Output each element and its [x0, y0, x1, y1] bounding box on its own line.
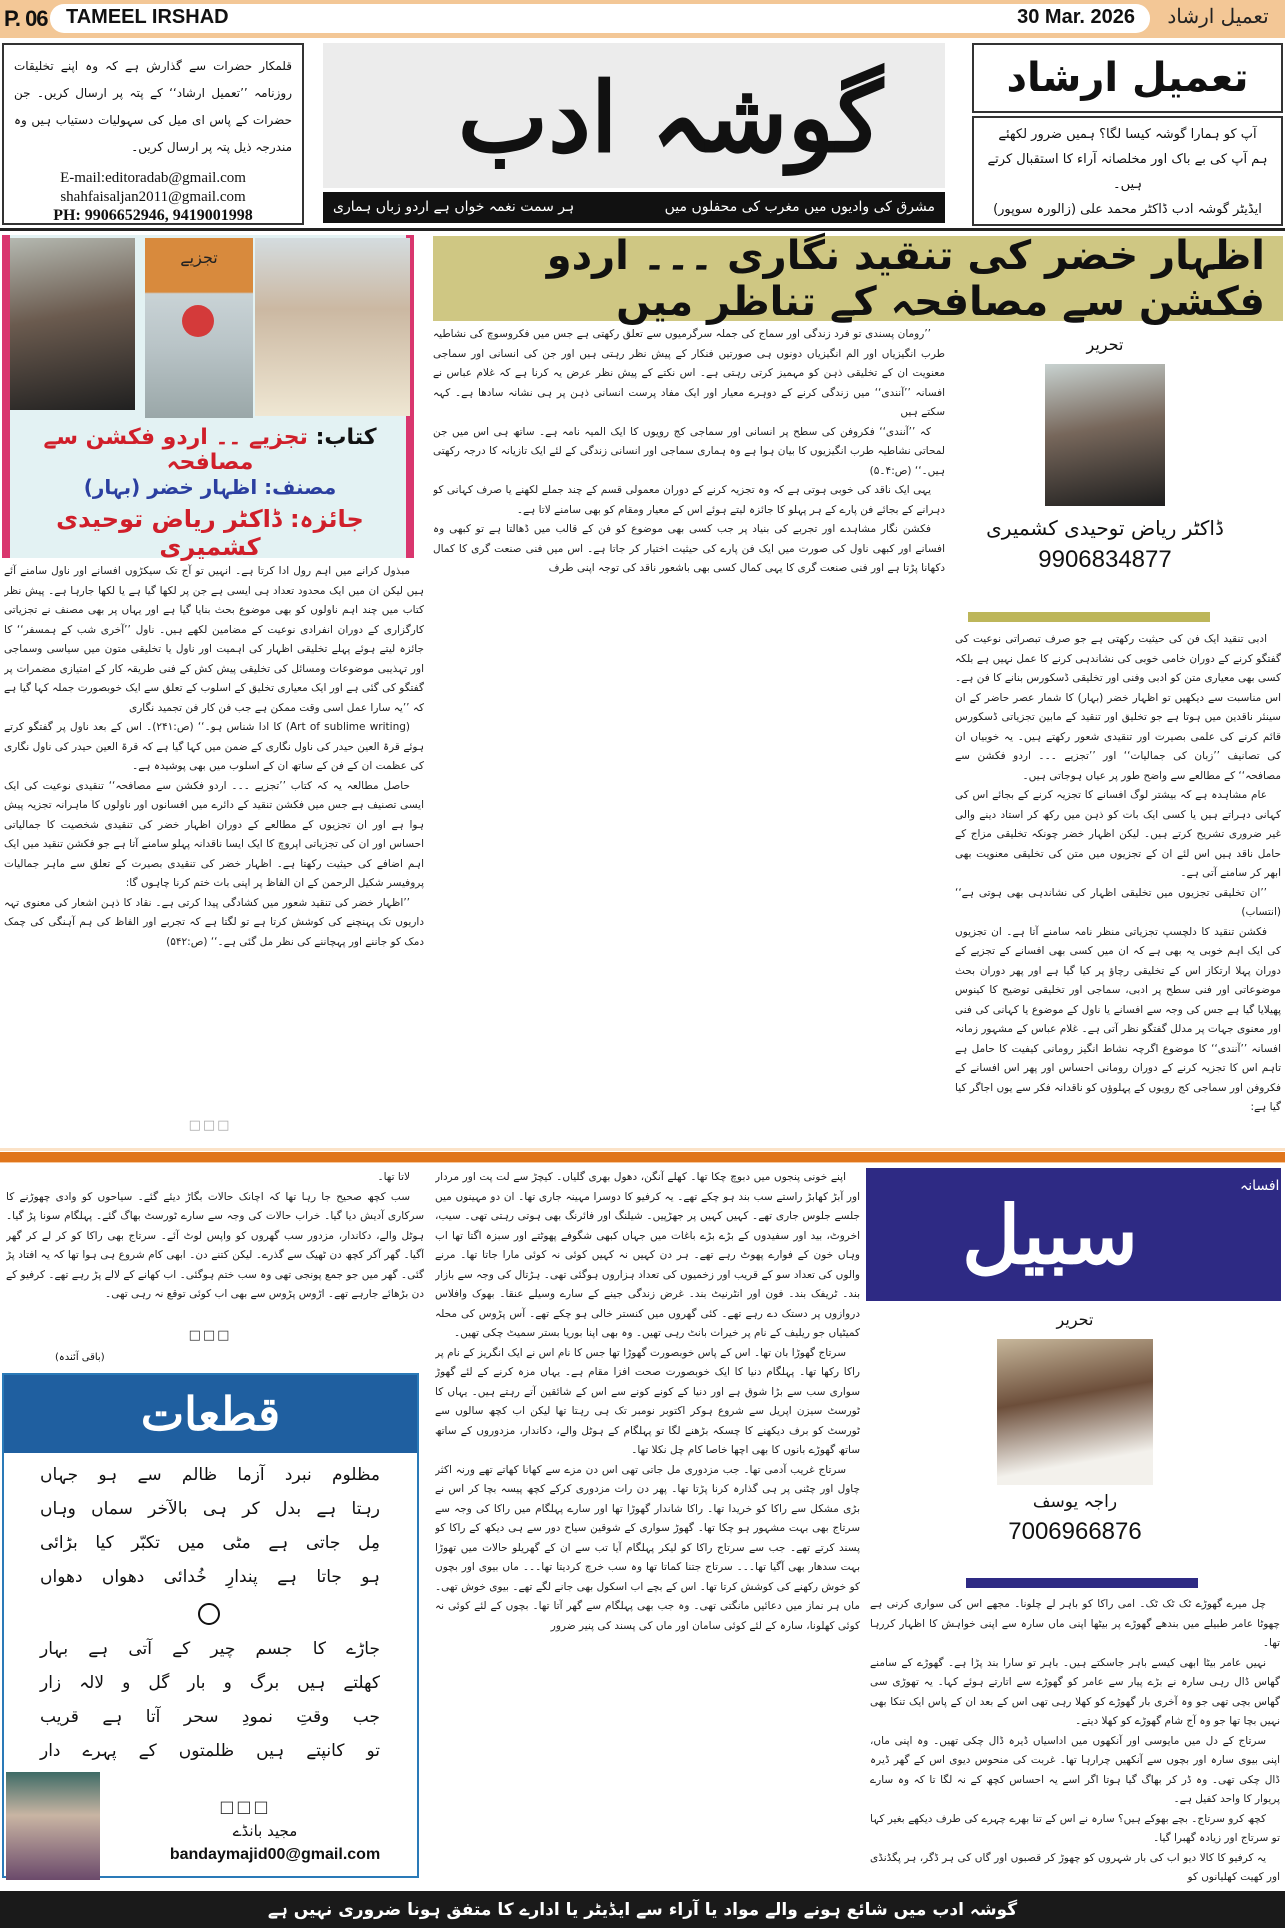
submission-box — [2, 43, 304, 225]
article-2-column-middle — [435, 1168, 860, 1886]
byline-label: تحریر — [1056, 1310, 1094, 1329]
article-1-column-right — [955, 630, 1281, 1145]
continued-note: (باقی آئندہ) — [55, 1352, 105, 1363]
afsana-section-label: افسانہ — [1240, 1178, 1280, 1194]
verse-line: کھلتے ہیں برگ و بار گل و لالہ زار — [40, 1673, 380, 1693]
paragraph: فکشن نگار مشاہدے اور تجربے کی بنیاد پر جب کسی بھی موضوع کو فن کے قالب میں ڈھالتا ہے تو کبھی وہ افسانے اور کبھی ناول کی صورت میں ایک فن پارے کی حیثیت اختیار کر جاتا ہے۔ اس میں فنی صنعت گری کا کمال دکھانا پڑتا ہے اور فنی صنعت گری کا یہی کمال کسی بھی باشعور ناقد کی توجہ اپنی طرف — [433, 523, 945, 574]
verse-line: ہو جاتا ہے پندارِ خُدائی دھواں دھواں — [40, 1567, 380, 1587]
paragraph: کچھ کرو سرتاج۔ بچے بھوکے ہیں؟ سارہ نے اس کے تنا بھرے چہرے کی طرف دیکھے بغیر کہا تو سرتاج اور زیادہ گھبرا گیا۔ — [870, 1812, 1280, 1844]
feedback-box — [972, 116, 1283, 226]
paragraph: لاتا تھا۔ — [377, 1171, 410, 1183]
verse-line: مِل جاتی ہے مٹی میں تکبّر کیا بڑائی — [40, 1533, 380, 1553]
paragraph: ’’اظہار خضر کی تنقید شعور میں کشادگی پیدا کرتی ہے۔ نقاد کا ذہن اشعار کی معنوی تہہ داریوں تک پہنچنے کی کوشش کرتا ہے تو لگتا ہے کہ تجربے اور الفاظ کی ہم آہنگی کی چمک دمک کو جاننے اور پہچاننے کی نظر مل گئی ہے۔‘‘ (ص:۵۴۲) — [4, 896, 424, 948]
qitaat-verse-1 — [40, 1458, 380, 1594]
paragraph: یہ کرفیو کا کالا دیو اب کی بار شہروں کو چھوڑ کر قصبوں اور گاں کی ہر ڈگر، ہر پگڈنڈی اور کھیت کھلیانوں کو — [870, 1851, 1280, 1883]
qitaat-end-mark: □□□ — [219, 1797, 271, 1816]
editor-line: ایڈیٹر گوشہ ادب ڈاکٹر محمد علی (زالورہ سوپور) — [993, 202, 1262, 217]
article-1-byline — [970, 335, 1240, 615]
urdu-logo: تعمیل ارشاد — [1167, 4, 1269, 28]
book-title: تجزیے ۔۔ اردو فکشن سے مصافحہ — [43, 425, 308, 475]
motto-left: ہر سمت نغمہ خواں ہے اردو زباں ہماری — [333, 199, 575, 215]
poet-photo — [6, 1772, 100, 1880]
verse-line: رہتا ہے بدل کر ہی بالآخر سماں وہاں — [40, 1499, 380, 1519]
byline-author-phone: 7006966876 — [1008, 1518, 1142, 1545]
paragraph: ’’رومان پسندی تو فرد زندگی اور سماج کی جملہ سرگرمیوں سے تعلق رکھتی ہے جس میں فکروسوچ کی نشاطیہ طرب انگیزیاں اور الم انگیزیاں دونوں ہی صورتیں فنکار کے پیش نظر رہتی ہیں اور جن کی انسانی اور سماجی معنویت ان کے تخلیقی ذہن کو مہمیز کرتی رہتی ہے۔ اس نکتے کے پیش نظر عرض یہ کرنا ہے کہ غلام عباس نے افسانہ ’’آنندی‘‘ میں زندگی کرنے کے دوہرے معیار اور ایک مفاد پرست انسانی ذہن پر ہی نشانہ سادھا ہے۔ کہہ سکتے ہیں — [433, 328, 945, 418]
feedback-line-2: ہم آپ کی بے باک اور مخلصانہ آراء کا استقبال کرتے ہیں۔ — [987, 152, 1268, 192]
article-1-column-left — [4, 562, 424, 1102]
submission-phone: PH: 9906652946, 9419001998 — [53, 207, 253, 224]
section-divider — [0, 1152, 1285, 1163]
byline-author-name: راجہ یوسف — [1032, 1492, 1118, 1512]
byline-author-photo — [997, 1339, 1153, 1485]
paragraph: ’’ان تخلیقی تجزیوں میں تخلیقی اظہار کی نشاندہی بھی ہوتی ہے‘‘ (انتساب) — [955, 886, 1281, 918]
header-rule — [0, 228, 1285, 231]
feature-caption — [20, 425, 400, 561]
paragraph: سرتاج کے دل میں مایوسی اور آنکھوں میں اداسیاں ڈیرہ ڈال چکی تھیں۔ وہ اپنی ماں، اپنی بیوی سارہ اور بچوں سے آنکھیں چرارہا تھا۔ غربت کی منحوس دیوی اس کے گھر ڈیرہ ڈال چکی تھی۔ وہ ڈر کر بھاگ گیا ہوتا اگر اسے یہ احساس کچھ کے نہ لگا تا کہ وہ سارے پریوار کا واحد کفیل ہے۔ — [870, 1734, 1280, 1805]
footer-disclaimer: گوشہ ادب میں شائع ہونے والے مواد یا آراء سے ایڈیٹر یا ادارے کا متفق ہونا ضروری نہیں ہے — [0, 1891, 1285, 1928]
motto-right: مشرق کی وادیوں میں مغرب کی محفلوں میں — [664, 199, 935, 215]
paragraph: یہی ایک ناقد کی خوبی ہوتی ہے کہ وہ تجزیہ کرنے کے دوران معمولی قسم کے چند جملے لکھنے یا صرف کہانی کو دہرانے کے بجائے فن پارے کے ہر پہلو کا جائزہ لیتے ہوئے اس کے معیار ومقام کو بھی سامنے لاتا ہے۔ — [433, 484, 945, 516]
author-photo — [255, 238, 410, 416]
byline-divider — [968, 612, 1210, 622]
byline-divider — [966, 1578, 1198, 1588]
article-2-end-mark: □□□ — [188, 1328, 232, 1343]
verse-line: جاڑے کا جسم چیر کے آتی ہے بہار — [40, 1639, 380, 1659]
qitaat-verse-2 — [40, 1632, 380, 1768]
paragraph: سب کچھ صحیح جا رہا تھا کہ اچانک حالات بگاڑ دیئے گئے۔ سیاحوں کو وادی چھوڑنے کا سرکاری آدیش دیا گیا۔ خراب حالات کی وجہ سے سارے ٹورسٹ بھاگ گئے۔ پہلگام سونا پڑ گیا۔ ہوٹل والے، دکاندار، مزدور سب گھروں کو واپس لوٹ آئے۔ سرتاج بھی راکا کو کر لے کر گھر آگیا۔ گھر آکر کچھ دن ٹھیک سے گذرے۔ لیکن کتنے دن۔ ابھی کام شروع ہی ہوا تھا کہ یہ افتاد پڑ گئی۔ گھر میں جو جمع پونجی تھی وہ سب ختم ہوگئی۔ اب کھانے کے لالے پڑ رہے تھے۔ کرفیو کے دن بڑھائے جارہے تھے۔ اڑوس پڑوس سے بھی اب کوئی توقع نہ رہی تھی۔ — [6, 1190, 424, 1300]
paragraph: نہیں عامر بیٹا ابھی کیسے باہر جاسکتے ہیں۔ باہر تو سارا بند پڑا ہے۔ گھوڑے کے سامنے گھاس ڈال رہی سارہ نے بڑے پیار سے عامر کو گھوڑے سے اتارتے ہوئے کہا۔ یہ تھوڑی سی گھاس بچی تھی جو وہ آخری بار گھوڑے کو کھلا رہی تھی اس کے بعد ان کے پاس ایک تنکا بھی نہیں بچا تھا جو وہ آج شام گھوڑے کو کھلا دیتے۔ — [870, 1656, 1280, 1727]
paragraph: سرتاج گھوڑا بان تھا۔ اس کے پاس خوبصورت گھوڑا تھا جس کا نام اس نے ایک انگریز کے نام پر راکا رکھا تھا۔ پہلگام دنیا کا ایک خوبصورت صحت افزا مقام ہے۔ یہاں مزہ کرنے کے لئے گھوڑ سواری سب سے بڑا شوق ہے اور دنیا کے کونے کونے سے اس کے شائقین آتے رہتے ہیں۔ یہاں کا ٹورسٹ سیزن اپریل سے شروع ہوکر اکتوبر نومبر تک ہی رہتا تھا لیکن اب کچھ سالوں سے ٹورسٹ کو برف دیکھنے کا چسکہ بڑھنے لگا تو پہلگام کے ہوٹل والے، دکاندار، مزدوروں کے ساتھ ساتھ گھوڑے بانوں کا بھی اچھا خاصا کام چل نکلا تھا۔ — [435, 1346, 860, 1456]
paragraph: عام مشاہدہ ہے کہ بیشتر لوگ افسانے کا تجزیہ کرنے کے بجائے اس کی کہانی دہراتے ہیں یا کسی ایک بات کو ذہن میں رکھ کر استاد دینے والی غیر ضروری تشریح کرتے ہیں۔ لیکن اظہار خضر چونکہ تخلیقی مزاج کے حامل ناقد ہیں اس لئے ان کے تجزیوں میں متن کی تخلیقی معنویت بھی ابھر کر سامنے آتی ہے۔ — [955, 789, 1281, 879]
submission-email-2: shahfaisaljan2011@gmail.com — [60, 189, 246, 205]
article-2-column-left — [6, 1168, 424, 1328]
paragraph: سرتاج غریب آدمی تھا۔ جب مزدوری مل جاتی تھی اس دن مزے سے کھانا کھاتے تھے ورنہ اکثر چاول اور چٹنی پر ہی گذارہ کرنا پڑتا تھا۔ پھر دن رات مزدوری کرکے کچھ پیسہ بچا کر اس نے بڑی مشکل سے راکا کو خریدا تھا۔ راکا شاندار گھوڑا تھا اور سارے پہلگام میں راکا کی وجہ سے سرتاج بھی بہت مشہور ہو چکا تھا۔ گھوڑ سواری کے شوقین سیاح دور سے ہی دیکھ کے راکا کو پسند کرتے تھے۔ جب سے سرتاج راکا کو لیکر پہلگام آیا تب سے ان کے گھریلو حالات میں تھوڑا بہت سدھار بھی آگیا تھا۔۔۔ سرتاج جتنا کماتا تھا وہ سب خرچ کردیتا تھا۔۔۔ ماں بیوی اور بچوں کو خوش رکھنے کی کوشش کرتا تھا۔ اس کے بچے اب اسکول بھی جانے لگے تھے۔ بیوی خوش تھی۔ ماں ہر نماز میں دعائیں مانگتی تھی۔ وہ جب بھی پہلگام سے گھر آتا تھا۔ بچوں کے لئے کوئی نہ کوئی کھلونا، سارہ کے لئے کوئی سامان اور ماں کی پسند کی پنیر ضرور — [435, 1463, 860, 1632]
page-number: P. 06 — [4, 6, 48, 31]
article-1-headline: اظہار خضر کی تنقید نگاری ۔۔۔ اردو فکشن سے مصافحہ کے تناظر میں — [433, 236, 1283, 321]
verse-separator-circle — [198, 1603, 220, 1625]
paragraph: مبذول کرانے میں اہم رول ادا کرتا ہے۔ انہیں تو آج تک سیکڑوں افسانے اور ناول سامنے آئے ہیں لیکن ان میں ایک محدود تعداد ہی ایسی ہے جن پر لکھا گیا ہے یا لکھا جارہا ہے۔ پیش نظر کتاب میں چند اہم ناولوں کو بھی موضوع بحث بنایا گیا ہے اور یہاں پر بھی مصنف نے تجزیاتی کارگزاری کے دوران انفرادی نوعیت کے مضامین لکھے ہیں۔ ناول ’’آخری شب کے ہمسفر‘‘ کا جائزہ لیتے ہوئے پہلے تخلیقی اظہار کی اہمیت اور ناول یا تخلیقی متون میں سیاسی وسماجی اور تہذیبی موضوعات ومسائل کی تخلیقی پیش کش کے فنی طریقہ کار کے امتیازی مضمرات پر گفتگو کی گئی ہے اور ایک معیاری تخلیق کے اسلوب کے تعلق سے ایک خوبصورت جملہ کہا گیا ہے کہ ’’یہ سارا عمل اسی وقت ممکن ہے جب فن کار فن تجمید نگاری — [4, 565, 424, 714]
verse-line: جب وقتِ نمودِ سحر آتا ہے قریب — [40, 1707, 380, 1727]
book-label: کتاب: — [315, 425, 377, 450]
poet-email: bandaymajid00@gmail.com — [169, 1846, 381, 1863]
byline-author-phone: 9906834877 — [1038, 546, 1172, 573]
book-author: مصنف: اظہار خضر (بہار) — [83, 475, 337, 499]
book-cover-title: تجزیے — [180, 248, 218, 267]
verse-line: مظلوم نبرد آزما ظالم سے ہو جہاں — [40, 1465, 380, 1485]
byline-author-photo — [1045, 364, 1165, 506]
paper-name: TAMEEL IRSHAD — [66, 6, 229, 28]
paragraph: اپنے خونی پنجوں میں دبوچ چکا تھا۔ کھلے آنگن، دھول بھری گلیاں۔ کیچڑ سے لت پت اور مردار اور آبڑ کھابڑ راستے سب بند ہو چکے تھے۔ یہ کرفیو کا دوسرا مہینہ جاری تھا۔ ان دو مہینوں میں جلسے جلوس جاری تھے۔ کہیں کہیں پر جھڑپیں۔ شیلنگ اور فائرنگ بھی ہوتی رہتی تھی۔ سیب، اخروٹ، بید اور سفیدوں کے بڑے بڑے باغات میں جہاں کبھی شگوفے پھوٹتے اور سبزہ اگتا تھا اب وہاں خون کے فوارے پھوٹ رہے تھے۔ ہر دن کہیں نہ کہیں کوئی نہ کوئی مارا جاتا تھا۔ مرنے والوں کی تعداد سو کے قریب اور زخمیوں کی تعداد ہزاروں ہوگئی تھی۔ ہڑتال کی وجہ سے بازار بند۔ ٹریفک بند۔ فون اور انٹرنیٹ بند۔ غرض زندگی جینے کے سارے وسیلے عنقا۔ بھوک وافلاس دروازوں پر دستک دے رہے تھے۔ کئی گھروں میں کنستر خالی ہو چکے تھے۔ آس پڑوس کی محلہ کمیٹیاں جو ریلیف کے نام پر خیرات بانٹ رہی تھیں۔ وہ بھی اپنا بوریا بستر سمیٹ چکی تھیں۔ — [435, 1171, 860, 1339]
paragraph: (Art of sublime writing) کا ادا شناس ہو۔‘‘ (ص:۲۴۱)۔ اس کے بعد ناول پر گفتگو کرتے ہوئے قرۃ العین حیدر کی ناول نگاری کے ضمن میں کہا گیا ہے کہ قرۃ العین حیدر کی ناول نگاری کی عظمت ان کے فن کے ساتھ ان کے اسلوب میں بھی پوشیدہ ہے۔ — [4, 721, 424, 772]
issue-date: 30 Mar. 2026 — [1017, 6, 1135, 28]
submission-text: قلمکار حضرات سے گذارش ہے کہ وہ اپنے تخلیقات روزنامہ ’’تعمیل ارشاد‘‘ کے پتہ پر ارسال کریں۔ جن حضرات کے پاس ای میل کی سہولیات دستیاب ہیں وہ مندرجہ ذیل پتہ پر ارسال کریں۔ — [14, 59, 292, 154]
book-reviewer: جائزہ: ڈاکٹر ریاض توحیدی کشمیری — [56, 505, 364, 561]
paragraph: ادبی تنقید ایک فن کی حیثیت رکھتی ہے جو صرف تبصراتی نوعیت کی گفتگو کرنے کے دوران خامی خوبی کی نشاندہی کرنے کا عمل نہیں ہے بلکہ کسی بھی معیاری متن کو ادبی وفنی اور تخلیقی ڈسکورس بنانے کا فن ہے۔ اس مناسبت سے دیکھیں تو اظہار خضر (بہار) کا شمار عصر حاضر کے ان سینئر ناقدین میں ہوتا ہے جو تخلیق اور تنقید کے مابین تجزیاتی ڈسکورس قائم کرنے کی علمی بصیرت اور تنقیدی شعور رکھتے ہیں۔ یہ خوبیاں ان کی تصانیف ’’زبان کی جمالیات‘‘ اور ’’تجزیے ۔۔۔ اردو فکشن سے مصافحہ‘‘ کے مطالعے سے واضح طور پر عیاں ہوجاتی ہیں۔ — [955, 633, 1281, 782]
article-1-end-mark: □□□ — [188, 1118, 232, 1133]
reviewer-photo — [10, 238, 135, 410]
afsana-title: سبیل — [962, 1188, 1138, 1282]
verse-line: تو کانپتے ہیں ظلمتوں کے پہرے دار — [40, 1741, 380, 1761]
masthead-title: گوشہ ادب — [457, 61, 883, 174]
section-divider-top — [0, 1148, 1285, 1151]
article-2-byline — [990, 1310, 1160, 1546]
masthead-motto — [323, 192, 945, 223]
paragraph: فکشن تنقید کا دلچسپ تجزیاتی منظر نامہ سامنے آتا ہے۔ ان تجزیوں کی ایک اہم خوبی یہ بھی ہے کہ ان میں کسی بھی افسانے کے تجزیے کے دوران پہلا ارتکاز اس کے تخلیقی رچاؤ پر کیا گیا ہے اور پھر دوران بحث موضوعاتی اور فنی سطح پر ادبی، سماجی اور تخلیقی توضیح کا کینوس پھیلایا گیا ہے جس کی وجہ سے افسانے یا ناول کے موضوع یا کہانی کی فنی اور معنوی جہات پر مدلل گفتگو نظر آتی ہے۔ غلام عباس کے مشہور زمانہ افسانہ ’’آنندی‘‘ کا موضوع اگرچہ نشاط انگیز رومانی کیفیت کا حامل ہے تاہم اس کا تجزیہ کرنے کے دوران رومانی احساس اور پھر اس افسانے کے فکروفن اور سماجی کج رویوں کے پہلوؤں کو ناقدانہ فکر سے یوں اجاگر کیا گیا ہے: — [955, 925, 1281, 1113]
paragraph: حاصل مطالعہ یہ کہ کتاب ’’تجزیے ۔۔۔ اردو فکشن سے مصافحہ‘‘ تنقیدی نوعیت کی ایک ایسی تصنیف ہے جس میں فکشن تنقید کے دائرے میں افسانوں اور ناولوں کا ماہرانہ تجزیہ پیش ہوا ہے اور ان تجزیوں کے مطالعے کے دوران اظہار خضر کی تنقیدی شخصیت کا جمالیاتی احساس اور ان کی تجزیاتی اپروچ کا ایک ایسا ناقدانہ پہلو سامنے آتا ہے جو فکشن تنقید میں ایک اہم اضافے کی حیثیت رکھتا ہے۔ اظہار خضر کی تنقیدی بصیرت کے تعلق سے ماہر جمالیات پروفیسر شکیل الرحمن کے ان الفاظ پر اپنی بات ختم کرنا چاہوں گا: — [4, 779, 424, 889]
submission-email-1: E-mail:editoradab@gmail.com — [60, 170, 246, 186]
paragraph: کہ ’’آنندی‘‘ فکروفن کی سطح پر انسانی اور سماجی کج رویوں کا ایک المیہ نامہ ہے۔ ساتھ ہی اس میں جن لمحاتی نشاطیہ طرب انگیزیوں کا بیان ہوا ہے وہ ہماری سماجی اور انسانی زندگی کے لئے ایک تازیانہ کا درجہ رکھتی ہیں۔‘‘ (ص:۴۔۵) — [433, 425, 945, 477]
book-cover-red-circle — [182, 305, 214, 337]
article-2-column-right — [870, 1595, 1280, 1885]
poet-name: مجید بانڈے — [232, 1822, 298, 1840]
paragraph: چل میرے گھوڑے ٹک ٹک ٹک۔ امی راکا کو باہر لے چلونا۔ مجھے اس کی سواری کرنی ہے چھوٹا عامر طبیلے میں بندھے گھوڑے پر بیٹھا اپنی ماں سارہ سے اپنی خواہش کا اظہار کررہا تھا۔ — [870, 1598, 1280, 1649]
feedback-line-1: آپ کو ہمارا گوشہ کیسا لگا؟ ہمیں ضرور لکھئے — [998, 127, 1257, 142]
byline-label: تحریر — [1086, 335, 1124, 354]
qitaat-title: قطعات — [4, 1375, 417, 1453]
article-1-column-middle — [433, 325, 945, 1145]
brand-title: تعمیل ارشاد — [972, 43, 1283, 113]
byline-author-name: ڈاکٹر ریاض توحیدی کشمیری — [986, 516, 1224, 540]
